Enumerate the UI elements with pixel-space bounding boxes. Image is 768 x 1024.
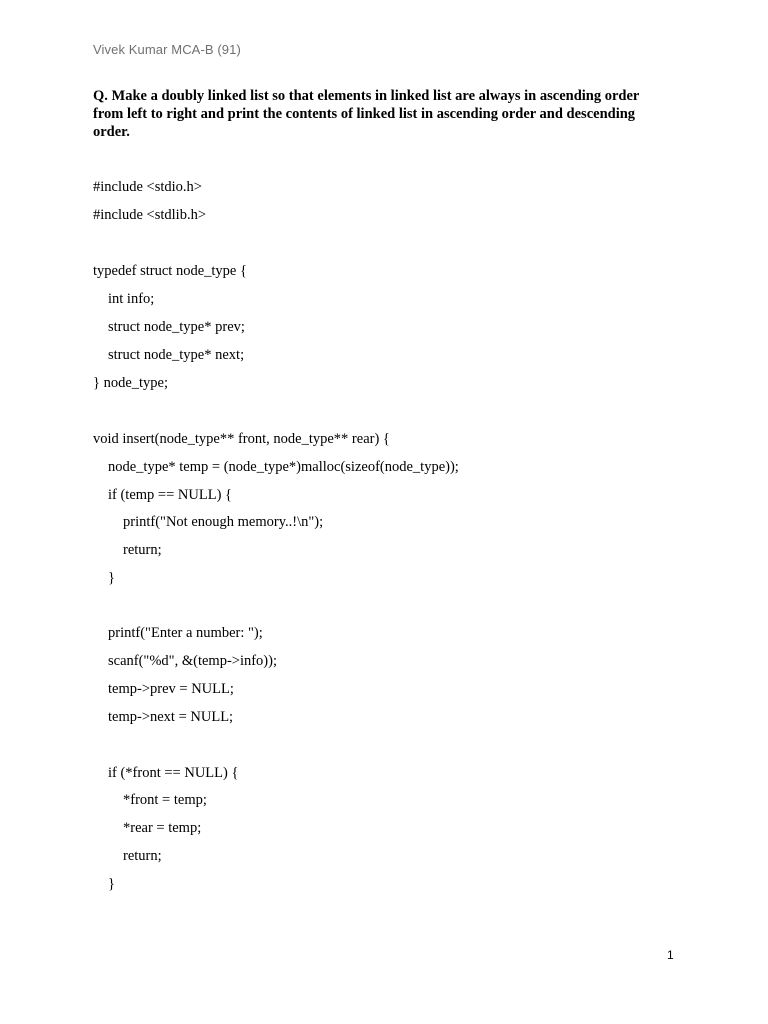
code-line: struct node_type* next; [108, 347, 245, 363]
code-line: temp->prev = NULL; [108, 681, 234, 697]
code-line: typedef struct node_type { [93, 263, 247, 279]
code-line: } [108, 570, 115, 586]
code-line: return; [123, 542, 162, 558]
code-line: return; [123, 848, 162, 864]
code-line: printf("Not enough memory..!\n"); [123, 514, 324, 530]
code-line: *rear = temp; [123, 820, 202, 836]
code-line: void insert(node_type** front, node_type** rear) { [93, 431, 390, 447]
code-line: node_type* temp = (node_type*)malloc(sizeof(node_type)); [108, 459, 459, 475]
code-line: } node_type; [93, 375, 169, 391]
code-line: } [108, 876, 115, 892]
code-line: printf("Enter a number: "); [108, 625, 263, 641]
code-line: scanf("%d", &(temp->info)); [108, 653, 277, 669]
code-line: struct node_type* prev; [108, 319, 245, 335]
code-line: #include <stdlib.h> [93, 207, 207, 223]
code-line: temp->next = NULL; [108, 709, 234, 725]
code-line: if (temp == NULL) { [108, 487, 232, 503]
page-header-author: Vivek Kumar MCA-B (91) [93, 42, 241, 57]
page-number: 1 [667, 948, 674, 962]
code-line: if (*front == NULL) { [108, 765, 239, 781]
code-line: int info; [108, 291, 155, 307]
question-text: Q. Make a doubly linked list so that elements in linked list are always in ascending order from left to right and print the contents of linked list in ascending order and descending order. [93, 88, 640, 140]
code-line: *front = temp; [123, 792, 207, 808]
code-line: #include <stdio.h> [93, 179, 202, 195]
